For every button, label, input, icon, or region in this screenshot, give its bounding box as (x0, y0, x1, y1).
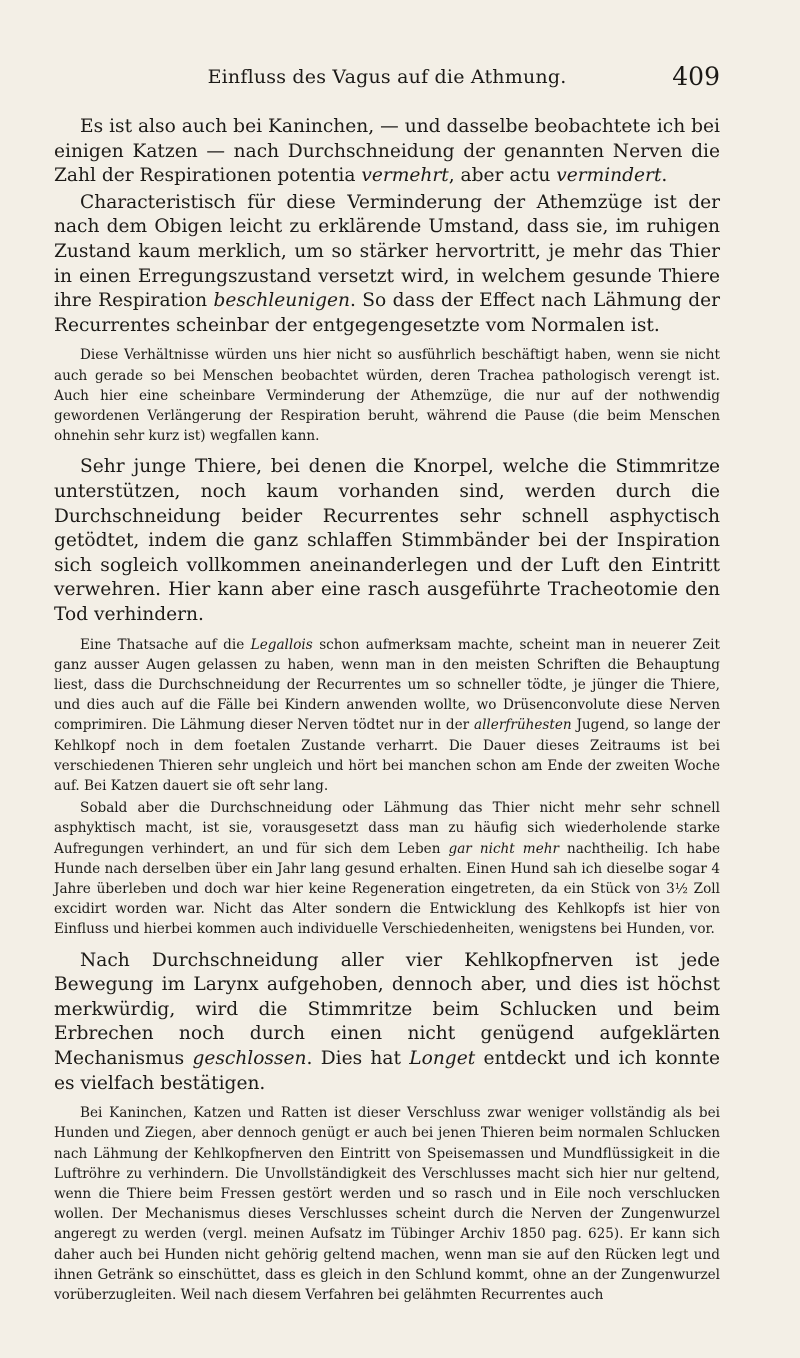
text-run: nachtheilig. Ich habe Hunde nach derselben über ein Jahr lang gesund erhalten. Einen Hund sah ich dieselbe sogar 4 Jahre überleben und doch war hier keine Regeneration eingetreten, da ein Stück von 3½ Zoll excidirt worden war. Nicht das Alter sondern die Entwicklung des Kehlkopfs ist hier von Einfluss und hierbei kommen auch individuelle Verschiedenheiten, wenigstens bei Hunden, vor. (54, 840, 720, 938)
italic-text: Longet (409, 1047, 476, 1069)
text-run: Sehr junge Thiere, bei denen die Knorpel, welche die Stimmritze unterstützen, noch kaum vorhanden sind, werden durch die Durchschneidung beider Recurrentes sehr schnell asphyctisch getödtet, indem die ganz schlaffen Stimmbänder bei der Inspiration sich sogleich vollkommen aneinanderlegen und der Luft den Eintritt verwehren. Hier kann aber eine rasch ausgeführte Tracheotomie den Tod verhindern. (54, 456, 720, 625)
paragraph (54, 115, 720, 189)
paragraph (54, 455, 720, 627)
text-run: Es ist also auch bei Kaninchen, — und dasselbe beobachtete ich bei einigen Katzen — nach Durchschneidung der genannten Nerven die Zahl der Respirationen potentia (54, 116, 720, 187)
text-run: Eine Thatsache auf die (80, 636, 251, 653)
footnote-paragraph (54, 798, 720, 939)
text-run: Jugend, so lange der Kehlkopf noch in dem foetalen Zustande verharrt. Die Dauer dieses Zeitraums ist bei verschiedenen Thieren sehr ungleich und hört bei manchen schon am Ende der zweiten Woche auf. Bei Katzen dauert sie oft sehr lang. (54, 717, 721, 794)
running-title: Einfluss des Vagus auf die Athmung. (207, 66, 567, 88)
text-run: entdeckt und ich konnte es vielfach bestätigen. (54, 1047, 721, 1094)
text-run: Characteristisch für diese Verminderung der Athemzüge ist der nach dem Obigen leicht zu erklärende Umstand, dass sie, im ruhigen Zustand kaum merklich, um so stärker hervortritt, je mehr das Thier in einen Erregungszustand versetzt wird, in welchem gesunde Thiere ihre Respiration (54, 191, 720, 312)
text-run: . Dies hat (306, 1047, 410, 1069)
text-run: Sobald aber die Durchschneidung oder Lähmung das Thier nicht mehr sehr schnell asphyktisch macht, ist sie, vorausgesetzt dass man zu häufig sich wiederholende starke Aufregungen verhindert, an und für sich dem Leben (54, 800, 720, 857)
page-number: 409 (672, 62, 720, 91)
footnote-paragraph (54, 635, 720, 797)
italic-text: allerfrühesten (473, 717, 572, 734)
footnote-paragraph (54, 1103, 720, 1305)
italic-text: geschlossen (192, 1047, 307, 1069)
text-run: Nach Durchschneidung aller vier Kehlkopfnerven ist jede Bewegung im Larynx aufgehoben, dennoch aber, und dies ist höchst merkwürdig, wird die Stimmritze beim Schlucken und beim Erbrechen noch durch einen nicht genügend aufgeklärten Mechanismus (54, 949, 720, 1069)
body-text (54, 115, 720, 1305)
paragraph (54, 191, 720, 339)
running-head (54, 62, 720, 96)
text-run: , aber actu (448, 165, 557, 187)
italic-text: vermehrt (361, 165, 449, 187)
paragraph (54, 949, 720, 1097)
italic-text: vermindert (556, 165, 662, 187)
footnote-paragraph (54, 345, 720, 446)
text-run: schon aufmerksam machte, scheint man in neuerer Zeit ganz ausser Augen gelassen zu haben, wenn man in den meisten Schriften die Behauptung liest, dass die Durchschneidung der Recurrentes um so schneller tödte, je jünger die Thiere, und dies auch auf die Fälle bei Kindern anwenden wollte, wo Drüsenconvolute diese Nerven comprimiren. Die Lähmung dieser Nerven tödtet nur in der (54, 636, 720, 734)
italic-text: gar nicht mehr (448, 840, 559, 857)
italic-text: beschleunigen (213, 290, 351, 312)
text-run: . So dass der Effect nach Lähmung der Recurrentes scheinbar der entgegengesetzte vom Normalen ist. (54, 290, 720, 336)
text-run: . (661, 165, 668, 187)
italic-text: Legallois (250, 636, 313, 653)
text-run: Diese Verhältnisse würden uns hier nicht so ausführlich beschäftigt haben, wenn sie nicht auch gerade so bei Menschen beobachtet würden, deren Trachea pathologisch verengt ist. Auch hier eine scheinbare Verminderung der Athemzüge, die nur auf der nothwendig gewordenen Verlängerung der Respiration beruht, während die Pause (die beim Menschen ohnehin sehr kurz ist) wegfallen kann. (54, 347, 720, 445)
text-run: Bei Kaninchen, Katzen und Ratten ist dieser Verschluss zwar weniger vollständig als bei Hunden und Ziegen, aber dennoch genügt er auch bei jenen Thieren beim normalen Schlucken nach Lähmung der Kehlkopfnerven den Eintritt von Speisemassen und Mundflüssigkeit in die Luftröhre zu verhindern. Die Unvollständigkeit des Verschlusses macht sich hier nur geltend, wenn die Thiere beim Fressen gestört werden und so rasch und in Eile noch verschlucken wollen. Der Mechanismus dieses Verschlusses scheint durch die Nerven der Zungenwurzel angeregt zu werden (vergl. meinen Aufsatz im Tübinger Archiv 1850 pag. 625). Er kann sich daher auch bei Hunden nicht gehörig geltend machen, wenn man sie auf den Rücken legt und ihnen Getränk so einschüttet, dass es gleich in den Schlund kommt, ohne an der Zungenwurzel vorüberzugleiten. Weil nach diesem Verfahren bei gelähmten Recurrentes auch (54, 1105, 720, 1303)
